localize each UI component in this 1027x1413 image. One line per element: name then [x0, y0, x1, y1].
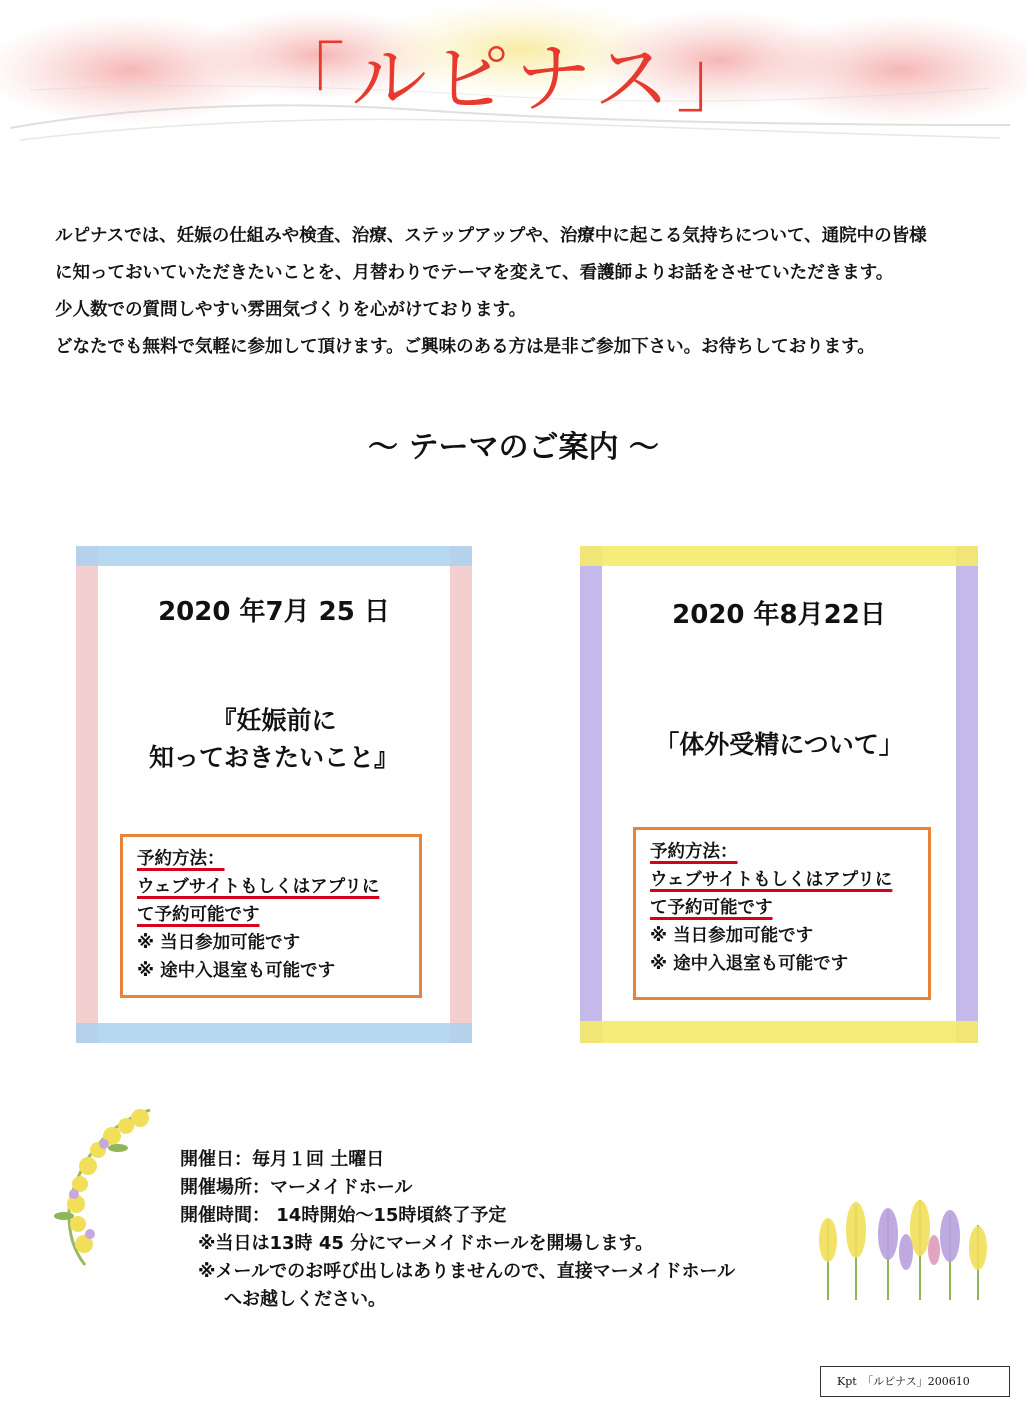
topic-line: 知っておきたいこと』 [148, 743, 399, 772]
intro-line: ルピナスでは、妊娠の仕組みや検査、治療、ステップアップや、治療中に起こる気持ちについて、通院中の皆様 [55, 226, 927, 246]
reservation-box [633, 827, 931, 1000]
note-same-day: ※ 当日参加可能です [650, 926, 814, 946]
event-card-july [76, 546, 472, 1043]
info-note-opening: ※当日は13時 45 分にマーメイドホールを開場します。 [198, 1233, 654, 1254]
flower-illustration-right [808, 1190, 1003, 1300]
intro-line: どなたでも無料で気軽に参加して頂けます。ご興味のある方は是非ご参加下さい。お待ちしております。 [55, 337, 875, 357]
note-entry-exit: ※ 途中入退室も可能です [650, 954, 849, 974]
card-date: 2020 年7月 25 日 [158, 597, 390, 627]
intro-line: に知っておいていただきたいことを、月替わりでテーマを変えて、看護師よりお話をさせていただきます。 [55, 263, 894, 283]
info-note-call: ※メールでのお呼び出しはありませんので、直接マーメイドホール [198, 1261, 736, 1282]
document-id-stamp: Kpt 「ルピナス」200610 [820, 1366, 1010, 1397]
flower-illustration-left [30, 1100, 180, 1270]
topic-line: 『妊娠前に [211, 706, 337, 735]
reservation-line: ウェブサイトもしくはアプリに [650, 870, 893, 890]
reservation-label: 予約方法： [650, 842, 738, 862]
info-place: 開催場所：マーメイドホール [180, 1177, 413, 1198]
event-info [180, 1146, 735, 1314]
event-card-august [580, 546, 978, 1043]
topic-line: 「体外受精について」 [654, 730, 904, 759]
reservation-label: 予約方法： [137, 849, 225, 869]
intro-text [55, 218, 995, 366]
reservation-line: て予約可能です [137, 905, 260, 925]
intro-line: 少人数での質問しやすい雰囲気づくりを心がけております。 [55, 300, 527, 320]
note-same-day: ※ 当日参加可能です [137, 933, 301, 953]
reservation-line: て予約可能です [650, 898, 773, 918]
info-date: 開催日：毎月１回 土曜日 [180, 1149, 385, 1170]
note-entry-exit: ※ 途中入退室も可能です [137, 961, 336, 981]
info-time: 開催時間： 14時開始～15時頃終了予定 [180, 1205, 507, 1226]
info-note-call-cont: へお越しください。 [224, 1289, 386, 1310]
reservation-box [120, 834, 422, 998]
reservation-line: ウェブサイトもしくはアプリに [137, 877, 380, 897]
card-topic [76, 702, 472, 776]
card-date: 2020 年8月22日 [672, 600, 886, 630]
card-topic [580, 726, 978, 763]
page-title: 「ルピナス」 [269, 34, 758, 123]
theme-heading: ～ テーマのご案内 ～ [368, 430, 659, 465]
